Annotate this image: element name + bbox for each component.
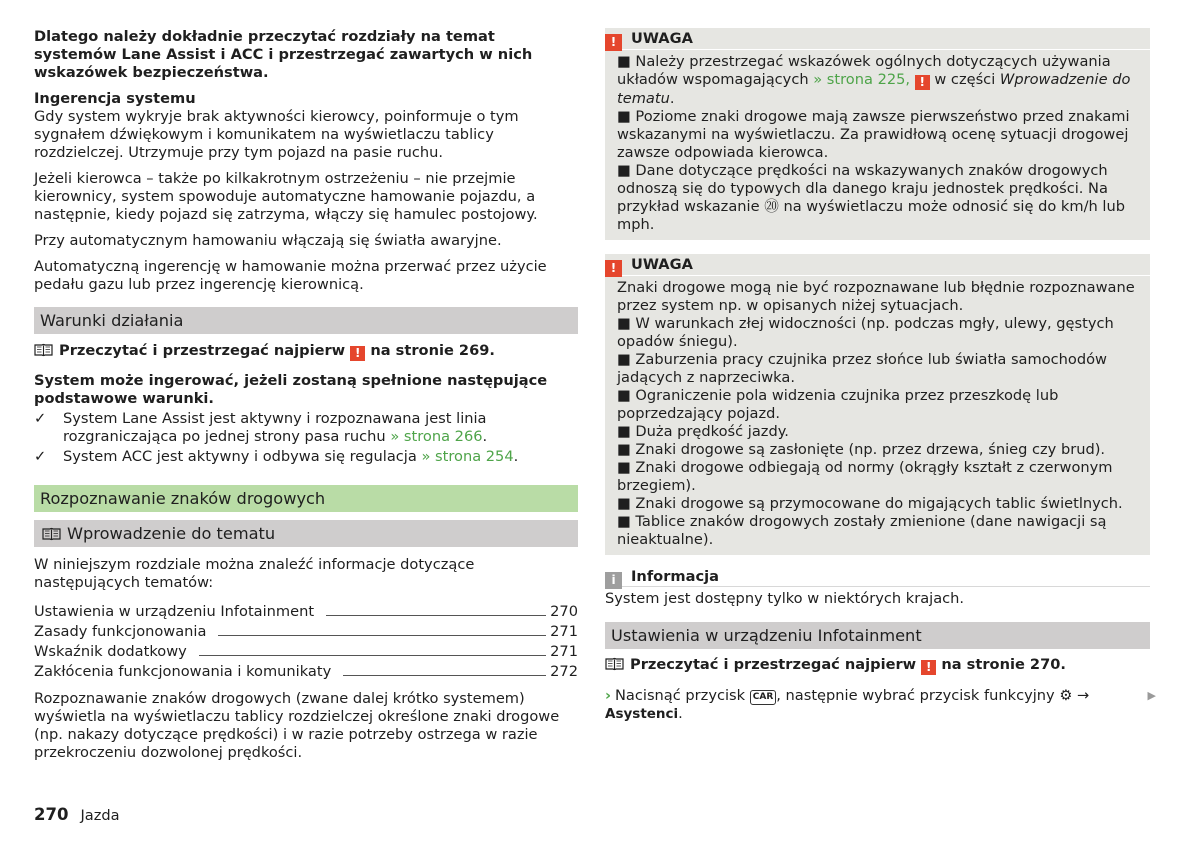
warning-item: ■ Duża prędkość jazdy. xyxy=(617,423,789,440)
toc-label: Ustawienia w urządzeniu Infotainment xyxy=(34,603,315,620)
info-note xyxy=(605,567,1150,608)
toc-page: 270 xyxy=(550,603,578,620)
step-end: . xyxy=(678,705,683,722)
warning-item: ■ Dane dotyczące prędkości na wskazywanych znaków drogowych odnoszą się do typowych dla danego kraju jednostek prędkości. Na przykład wskazanie ⑳ na wyświetlaczu może odnosić się do km/h lub mph. xyxy=(617,162,1125,233)
toc-row[interactable] xyxy=(34,641,578,661)
chapter-name: Jazda xyxy=(80,807,120,824)
warning-item: ■ Poziome znaki drogowe mają zawsze pierwszeństwo przed znakami wskazanymi na wyświetlaczu. Za prawidłową ocenę sytuacji drogowej zawsze odpowiada kierowca. xyxy=(617,108,1130,161)
section-reference: Wprowadzenie do tematu xyxy=(617,71,1131,107)
paragraph-hazard-lights: Przy automatycznym hamowaniu włączają się światła awaryjne. xyxy=(34,232,502,249)
warning-icon: ! xyxy=(605,34,622,51)
toc-leader xyxy=(199,655,546,656)
reference-line-1 xyxy=(34,342,578,361)
conditions-list xyxy=(34,410,578,466)
step-text: , następnie wybrać przycisk funkcyjny ⚙ → xyxy=(776,687,1090,704)
link-page-225[interactable]: » strona 225, xyxy=(813,71,911,88)
paragraph-signs-description: Rozpoznawanie znaków drogowych (zwane dalej krótko systemem) wyświetla na wyświetlaczu tablicy rozdzielczej określone znaki drogowe (np. nakazy dotyczące prędkości) i w razie potrzeby ostrzega w razie przekroczeniu dozwolonej prędkości. xyxy=(34,690,560,761)
warning-intro: Znaki drogowe mogą nie być rozpoznawane lub błędnie rozpoznawane przez system np. w opisanych niżej sytuacjach. xyxy=(617,279,1135,314)
warning-icon: ! xyxy=(915,75,930,90)
toc-row[interactable] xyxy=(34,661,578,681)
warning-box-header xyxy=(605,28,1150,50)
warning-text: w części xyxy=(934,71,996,88)
warning-box-header xyxy=(605,254,1150,276)
page-number: 270 xyxy=(34,805,69,824)
toc-row[interactable] xyxy=(34,601,578,621)
info-icon: i xyxy=(605,572,622,589)
warning-item: ■ W warunkach złej widoczności (np. podczas mgły, ulewy, gęstych opadów śniegu). xyxy=(617,315,1114,350)
list-item: ✓ System ACC jest aktywny i odbywa się regulacja » strona 254. xyxy=(34,448,519,465)
warning-box-body xyxy=(617,276,1138,549)
paragraph-auto-braking: Jeżeli kierowca – także po kilkakrotnym ostrzeżeniu – nie przejmie kierownicy, system spowoduje automatyczne hamowanie pojazdu, a następnie, kiedy pojazd się zatrzyma, włączy się hamulec postojowy. xyxy=(34,170,538,223)
reference-prefix: Przeczytać i przestrzegać najpierw xyxy=(630,656,917,673)
warning-item: ■ Ograniczenie pola widzenia czujnika przez przeszkodę lub poprzedzający pojazd. xyxy=(617,387,1059,422)
right-column xyxy=(605,28,1156,723)
toc-page: 272 xyxy=(550,663,578,680)
reference-prefix: Przeczytać i przestrzegać najpierw xyxy=(59,342,346,359)
warning-item: ■ Znaki drogowe są przymocowane do migających tablic świetlnych. xyxy=(617,495,1123,512)
check-icon: ✓ xyxy=(34,448,47,465)
reference-suffix: na stronie 270. xyxy=(941,656,1066,673)
instruction-step xyxy=(605,687,1156,723)
toc-label: Wskaźnik dodatkowy xyxy=(34,643,187,660)
section-heading-conditions: Warunki działania xyxy=(34,307,578,334)
toc-leader xyxy=(326,615,546,616)
condition-text: System ACC jest aktywny i odbywa się regulacja xyxy=(63,448,417,465)
conditions-intro: System może ingerować, jeżeli zostaną spełnione następujące podstawowe warunki. xyxy=(34,372,548,407)
step-arrow-icon: › xyxy=(605,687,612,704)
warning-item: ■ Należy przestrzegać wskazówek ogólnych dotyczących używania układów wspomagających » strona 225, ! w części Wprowadzenie do tematu. xyxy=(617,53,1131,107)
toc-label: Zakłócenia funkcjonowania i komunikaty xyxy=(34,663,332,680)
step-text: Nacisnąć przycisk xyxy=(615,687,746,704)
warning-box-body xyxy=(617,50,1138,234)
topics-intro: W niniejszym rozdziale można znaleźć informacje dotyczące następujących tematów: xyxy=(34,556,475,591)
warning-item: ■ Znaki drogowe odbiegają od normy (okrągły kształt z czerwonym brzegiem). xyxy=(617,459,1113,494)
car-key-icon: CAR xyxy=(750,690,777,705)
warning-box-1 xyxy=(605,28,1150,240)
info-text: System jest dostępny tylko w niektórych krajach. xyxy=(605,590,965,607)
toc-page: 271 xyxy=(550,623,578,640)
toc-leader xyxy=(218,635,546,636)
warning-box-2 xyxy=(605,254,1150,555)
left-column xyxy=(34,28,578,762)
condition-text: System Lane Assist jest aktywny i rozpoznawana jest linia rozgraniczająca po jednej strony pasa ruchu xyxy=(63,410,487,445)
warning-item: ■ Tablice znaków drogowych zostały zmienione (dane nawigacji są nieaktualne). xyxy=(617,513,1107,548)
toc-label: Zasady funkcjonowania xyxy=(34,623,207,640)
warning-title: UWAGA xyxy=(631,30,693,47)
book-icon xyxy=(605,657,624,671)
warning-title: UWAGA xyxy=(631,256,693,273)
toc-leader xyxy=(343,675,546,676)
page-footer xyxy=(34,806,120,825)
toc-row[interactable] xyxy=(34,621,578,641)
menu-item-assistants: Asystenci xyxy=(605,706,679,722)
section-title: Wprowadzenie do tematu xyxy=(67,524,276,543)
link-page-266[interactable]: » strona 266 xyxy=(390,428,483,445)
warning-text: ■ Należy przestrzegać wskazówek ogólnych dotyczących używania układów wspomagających xyxy=(617,53,1111,88)
warning-icon: ! xyxy=(350,346,365,361)
continue-arrow-icon: ▶ xyxy=(1147,689,1156,702)
check-icon: ✓ xyxy=(34,410,47,427)
section-heading-intro-topic xyxy=(34,520,578,547)
paragraph-intervention: Gdy system wykryje brak aktywności kierowcy, poinformuje o tym sygnałem dźwiękowym i komunikatem na wyświetlaczu tablicy rozdzielczej. Utrzymuje przy tym pojazd na pasie ruchu. xyxy=(34,108,519,161)
link-page-254[interactable]: » strona 254 xyxy=(421,448,514,465)
warning-icon: ! xyxy=(605,260,622,277)
book-icon xyxy=(34,343,53,357)
intro-warning-text: Dlatego należy dokładnie przeczytać rozdziały na temat systemów Lane Assist i ACC i przestrzegać zawartych w nich wskazówek bezpieczeństwa. xyxy=(34,28,533,81)
reference-line-2 xyxy=(605,656,1150,675)
section-heading-traffic-signs: Rozpoznawanie znaków drogowych xyxy=(34,485,578,512)
warning-item: ■ Zaburzenia pracy czujnika przez słońce lub światła samochodów jadących z naprzeciwka. xyxy=(617,351,1107,386)
list-item: ✓ System Lane Assist jest aktywny i rozpoznawana jest linia rozgraniczająca po jednej strony pasa ruchu » strona 266. xyxy=(34,410,488,445)
warning-icon: ! xyxy=(921,660,936,675)
toc-page: 271 xyxy=(550,643,578,660)
warning-item: ■ Znaki drogowe są zasłonięte (np. przez drzewa, śnieg czy brud). xyxy=(617,441,1106,458)
info-title: Informacja xyxy=(631,568,719,585)
table-of-contents xyxy=(34,601,578,681)
reference-suffix: na stronie 269. xyxy=(370,342,495,359)
info-header xyxy=(605,567,1150,587)
section-heading-infotainment: Ustawienia w urządzeniu Infotainment xyxy=(605,622,1150,649)
subheading-system-intervention: Ingerencja systemu xyxy=(34,90,196,107)
book-icon xyxy=(42,527,61,541)
paragraph-interrupt-braking: Automatyczną ingerencję w hamowanie można przerwać przez użycie pedału gazu lub przez ingerencję kierownicą. xyxy=(34,258,547,293)
